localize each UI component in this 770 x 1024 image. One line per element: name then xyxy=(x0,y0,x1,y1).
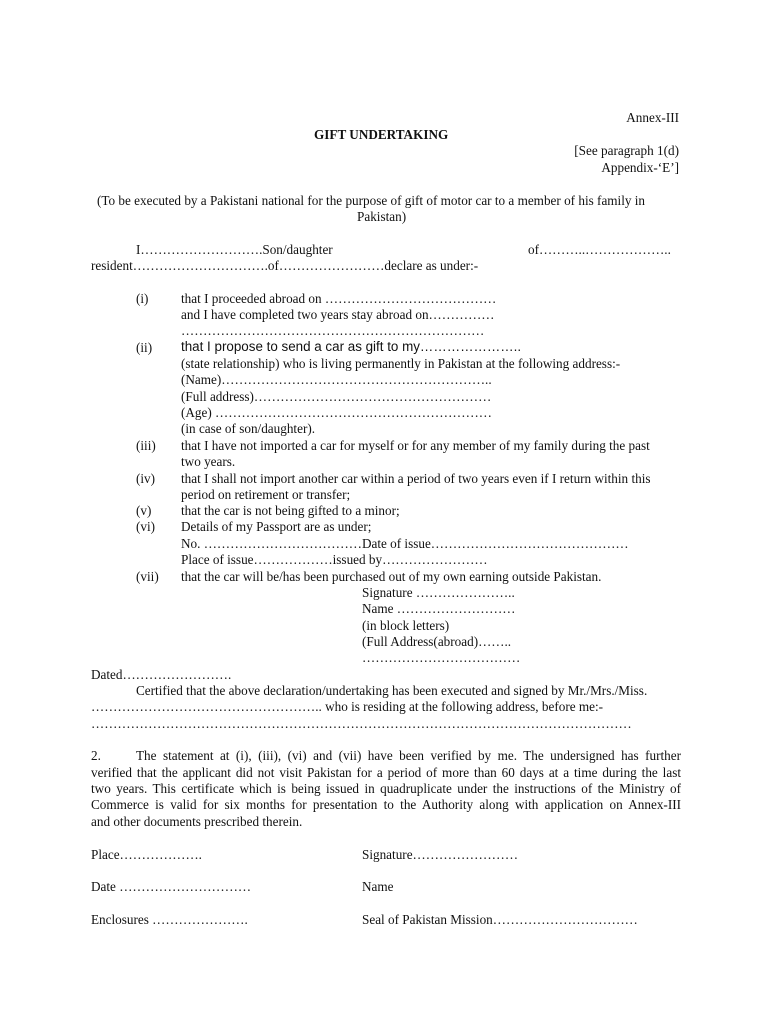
declaration-name: I……………………….Son/daughter xyxy=(136,242,333,257)
paragraph-line: The statement at (i), (iii), (vi) and (vii) have been verified by me. The undersigned has further xyxy=(136,748,681,763)
item-text: (state relationship) who is living permanently in Pakistan at the following address:- xyxy=(181,356,621,371)
item-text: (Full address)……………………………………………… xyxy=(181,389,492,404)
paragraph-line: Commerce is valid for six months for presentation to the Authority along with application on Annex-III xyxy=(91,797,681,812)
item-number: (iii) xyxy=(136,438,156,453)
item-text: period on retirement or transfer; xyxy=(181,487,351,502)
paragraph-line: verified that the applicant did not visit Pakistan for a period of more than 60 days at a time during the last xyxy=(91,765,681,780)
applicant-full-address: (Full Address(abroad)…….. xyxy=(362,634,512,649)
item-text: that the car will be/has been purchased out of my own earning outside Pakistan. xyxy=(181,569,602,584)
item-text: and I have completed two years stay abroad on…………… xyxy=(181,307,495,322)
date-field: Date ………………………… xyxy=(91,879,252,894)
item-text: No. ………………………………Date of issue……………………………………… xyxy=(181,536,629,551)
item-text: two years. xyxy=(181,454,236,469)
page-title: GIFT UNDERTAKING xyxy=(314,127,449,142)
item-text: that I proceeded abroad on ………………………………… xyxy=(181,291,497,306)
item-number: (ii) xyxy=(136,340,153,355)
item-number: (iv) xyxy=(136,471,156,486)
applicant-signature: Signature ………………….. xyxy=(362,585,515,600)
paragraph-line: and other documents prescribed therein. xyxy=(91,814,303,829)
intro-line-1: (To be executed by a Pakistani national for the purpose of gift of motor car to a member of his family in xyxy=(97,193,646,208)
residing-line: …………………………………………….. who is residing at the following address, before me:- xyxy=(91,699,604,714)
item-text: that I propose to send a car as gift to my………………….. xyxy=(181,339,522,354)
item-text: (Name)…………………………………………………….. xyxy=(181,372,492,387)
seal-field: Seal of Pakistan Mission…………………………… xyxy=(362,912,638,927)
item-text: …………………………………………………………… xyxy=(181,323,485,338)
dated-line: Dated……………………. xyxy=(91,667,232,682)
item-text: that the car is not being gifted to a minor; xyxy=(181,503,400,518)
applicant-name: Name ……………………… xyxy=(362,601,516,616)
residing-dots: …………………………………………………………………………………………………………… xyxy=(91,716,632,731)
block-letters-note: (in block letters) xyxy=(362,618,450,633)
item-text: that I have not imported a car for myself or for any member of my family during the past xyxy=(181,438,650,453)
officer-name-field: Name xyxy=(362,879,394,894)
item-number: (vii) xyxy=(136,569,159,584)
appendix-label: Appendix-‘E’] xyxy=(601,160,679,175)
enclosures-field: Enclosures …………………. xyxy=(91,912,248,927)
address-dots: ……………………………… xyxy=(362,650,521,665)
item-text: (in case of son/daughter). xyxy=(181,421,316,436)
item-text: Details of my Passport are as under; xyxy=(181,519,372,534)
paragraph-line: two years. This certificate which is being issued in quadruplicate under the instructions of the Ministry of xyxy=(91,781,681,796)
place-field: Place………………. xyxy=(91,847,202,862)
annex-label: Annex-III xyxy=(626,110,679,125)
item-text: Place of issue………………issued by…………………… xyxy=(181,552,488,567)
item-number: (v) xyxy=(136,503,152,518)
item-text: that I shall not import another car within a period of two years even if I return within this xyxy=(181,471,651,486)
see-paragraph: [See paragraph 1(d) xyxy=(574,143,679,158)
intro-line-2: Pakistan) xyxy=(357,209,407,224)
item-number: (i) xyxy=(136,291,149,306)
item-text: (Age) ……………………………………………………… xyxy=(181,405,492,420)
declaration-resident: resident………………………….of……………………declare as under:- xyxy=(91,258,479,273)
declaration-of: of………..……………….. xyxy=(528,242,671,257)
paragraph-number: 2. xyxy=(91,748,101,763)
certified-line: Certified that the above declaration/undertaking has been executed and signed by Mr./Mrs./Miss. xyxy=(136,683,648,698)
officer-signature-field: Signature…………………… xyxy=(362,847,519,862)
item-number: (vi) xyxy=(136,519,156,534)
